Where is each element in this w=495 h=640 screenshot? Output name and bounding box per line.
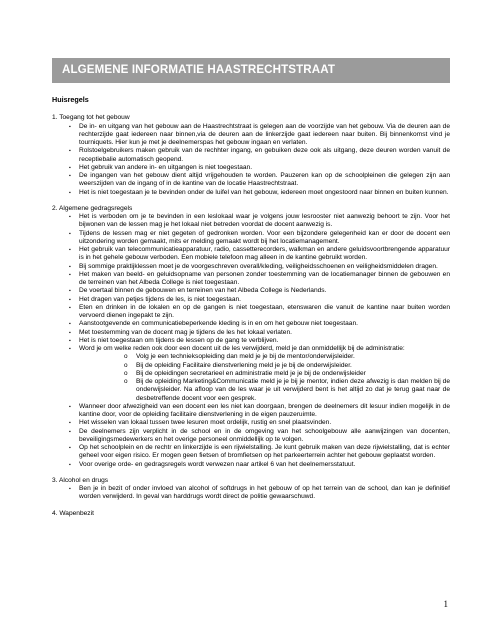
bullet-icon: ▪: [69, 247, 71, 253]
list-item-text: Met toestemming van de docent mag je tijdens de les het lokaal verlaten.: [79, 328, 292, 336]
bullet-icon: ▪: [69, 428, 71, 435]
list-item-text: De in- en uitgang van het gebouw aan de Haastrechtstraat is gelegen aan de voorzijde van het gebouw. Via de deuren aan de rechterzijde gaat iedereen naar binnen,via de deuren aan de linkerzijde gaat iedereen naar buiten. Bij binnenkomst vind je tourniquets. Hier kun je met je deelnemerspas het gebouw ingaan en verlaten.: [79, 122, 450, 146]
list-item: [52, 230, 450, 247]
circle-bullet-icon: o: [124, 353, 128, 361]
circle-bullet-icon: o: [124, 361, 128, 369]
list-item: [52, 428, 450, 445]
list-item: [52, 123, 450, 148]
sub-list-item: [79, 362, 450, 370]
sub-list-item: [79, 353, 450, 361]
list-item: [52, 485, 450, 502]
bullet-icon: ▪: [69, 173, 71, 179]
list-item: [52, 147, 450, 164]
list-item: [52, 271, 450, 288]
list-item-text: De deelnemers zijn verplicht in de school en in de omgeving van het schoolgebouw alle aanwijzingen van docenten, beveiligingsmedewerkers en het overige personeel onmiddellijk op te volgen.: [79, 427, 450, 443]
title-banner: [52, 58, 450, 83]
list-item-text: De voertaal binnen de gebouwen en terreinen van het Albeda College is Nederlands.: [79, 287, 327, 295]
list-item: [52, 419, 450, 427]
list-item-text: Rolstoelgebruikers maken gebruik van de rechhter ingang, en gebuiken deze ook als uitgang, deze deuren worden vanuit de receptiebalie automatisch geopend.: [79, 147, 450, 163]
bullet-icon: ▪: [69, 420, 71, 427]
list-item-text: De ingangen van het gebouw dient altijd vrijgehouden te worden. Pauzeren kan op de schoolpleinen die gelegen zijn aan weerszijden van de ingang of in de kantine van de locatie Haastrechtstraat.: [79, 172, 450, 188]
list-item: [52, 189, 450, 197]
bullet-icon: ▪: [69, 403, 71, 410]
list-item-text: Voor overige orde- en gedragsregels wordt verwezen naar artikel 6 van het deelnemersstatuut.: [79, 460, 356, 468]
bullet-icon: ▪: [69, 321, 71, 328]
list-item-text: Het dragen van petjes tijdens de les, is niet toegestaan.: [79, 295, 242, 303]
list-item: [52, 304, 450, 321]
list-item-text: Het is verboden om je te bevinden in een leslokaal waar je volgens jouw lesrooster niet aanwezig behoort te zijn. Voor het bijwonen van de lessen mag je het lokaal niet betreden voordat de docent aanwezig is.: [79, 213, 450, 229]
sub-list-item-text: Bij de opleiding Marketing&Communicatie meld je je bij je mentor, indien deze afwezig is dan melden bij de onderwijsleider. Na afloop van de les waar je uit verwijderd bent is het altijd zo dat je terug gaat naar de desbetreffende docent voor een gesprek.: [136, 378, 450, 402]
list-item-text: Wanneer door afwezigheid van een docent een les niet kan doorgaan, brengen de deelnemers dit lesuur indien mogelijk in de kantine door, voor de opleiding facilitaire dienstverlening in de eigen pauzeruimte.: [79, 402, 450, 418]
list-item: [52, 444, 450, 461]
circle-bullet-icon: o: [124, 369, 128, 377]
bullet-list: [52, 123, 450, 197]
list-item: [52, 320, 450, 328]
section: [52, 114, 450, 197]
list-item: [52, 172, 450, 189]
list-item-text: Aanstootgevende en communicatiebeperkende kleding is in en om het gebouw niet toegestaan.: [79, 320, 358, 328]
bullet-icon: ▪: [69, 288, 71, 295]
section-heading-huisregels: Huisregels: [52, 95, 89, 104]
sub-list-item-text: Volg je een technieksopleiding dan meld je je bij de mentor/onderwijsleider.: [136, 353, 355, 361]
bullet-icon: ▪: [69, 445, 71, 451]
bullet-list: [52, 485, 450, 502]
bullet-icon: ▪: [69, 337, 71, 344]
page-number: 1: [443, 599, 448, 609]
bullet-icon: ▪: [69, 214, 71, 220]
bullet-icon: ▪: [69, 123, 71, 130]
sections-container: [52, 114, 450, 518]
circle-bullet-icon: o: [124, 378, 128, 385]
list-item: [52, 213, 450, 230]
list-item-text: Eten en drinken in de lokalen en op de gangen is niet toegestaan, etenswaren die vanuit de kantine naar buiten worden vervoerd dienen ingepakt te zijn.: [79, 303, 450, 319]
bullet-icon: ▪: [69, 329, 71, 336]
bullet-icon: ▪: [69, 461, 71, 468]
list-item: [52, 287, 450, 295]
list-item: [52, 461, 450, 469]
section-title: 3. Alcohol en drugs: [52, 476, 109, 484]
list-item-text: Ben je in bezit of onder invloed van alcohol of softdrugs in het gebouw of op het terrein van de school, dan kan je definitief worden verwijderd. In geval van harddrugs wordt direct de politie gewaarschuwd.: [79, 485, 450, 501]
section-title: 4. Wapenbezit: [52, 509, 94, 517]
list-item: [52, 164, 450, 172]
section: [52, 205, 450, 469]
sub-list: [79, 353, 450, 403]
bullet-icon: ▪: [69, 296, 71, 303]
list-item: [52, 263, 450, 271]
bullet-icon: ▪: [69, 271, 71, 278]
bullet-icon: ▪: [69, 189, 71, 196]
section-title: 2. Algemene gedragsregels: [52, 204, 133, 212]
bullet-icon: ▪: [69, 164, 71, 171]
list-item-text: Het is niet toegestaan om tijdens de lessen op de gang te verblijven.: [79, 336, 279, 344]
bullet-icon: ▪: [69, 486, 71, 492]
section: [52, 510, 450, 518]
list-item: [52, 403, 450, 420]
bullet-icon: ▪: [69, 346, 71, 352]
sub-list-item: [79, 378, 450, 403]
list-item-text: Bij sommige praktijklessen moet je de voorgeschreven overall/kleding, veiligheidsschoenen en veiligheidsmiddelen dragen.: [79, 262, 438, 270]
list-item: [52, 329, 450, 337]
list-item-text: Het is niet toegestaan je te bevinden onder de luifel van het gebouw, iedereen moet ongestoord naar binnen en buiten kunnen.: [79, 188, 449, 196]
section-title: 1. Toegang tot het gebouw: [52, 114, 130, 122]
list-item: [52, 246, 450, 263]
bullet-icon: ▪: [69, 148, 71, 155]
sub-list-item-text: Bij de opleiding Facilitaire dienstverlening meld je je bij de onderwijsleider.: [136, 361, 352, 369]
list-item-text: Word je om welke reden ook door een docent uit de les verwijderd, meld je dan onmiddellijk bij de administratie:: [79, 345, 405, 352]
list-item-text: Het gebruik van telecommunicatieapparatuur, radio, cassetterecorders, walkman en andere geluidsvoortbrengende apparatuur is in het gehele gebouw verboden. Een mobiele telefoon mag alleen in de kantine gebruikt worden.: [79, 246, 450, 262]
document-body: [52, 90, 450, 526]
list-item: [52, 296, 450, 304]
section: [52, 477, 450, 502]
list-item-text: Het gebruik van andere in- en uitgangen is niet toegestaan.: [79, 163, 253, 171]
sub-list-item: [79, 370, 450, 378]
bullet-icon: ▪: [69, 304, 71, 311]
bullet-icon: ▪: [69, 263, 71, 270]
list-item-text: Tijdens de lessen mag er niet gegeten of gedronken worden. Voor een bijzondere gelegenheid kan er door de docent een uitzondering worden gemaakt, mits er melding gemaakt wordt bij het locatiemanagement.: [79, 229, 450, 245]
bullet-list: [52, 213, 450, 469]
list-item: [52, 337, 450, 345]
list-item-text: Het maken van beeld- en geluidsopname van personen zonder toestemming van de locatiemanager binnen de gebouwen en de terreinen van het Albeda College is niet toegestaan.: [79, 270, 450, 286]
list-item-text: Het wisselen van lokaal tussen twee lesuren moet ordelijk, rustig en snel plaatsvinden.: [79, 419, 332, 427]
list-item-text: Op het schoolplein en de rechtr en linkerzijde is een rijwielstalling. Je kunt gebruik maken van deze rijwielstalling, dat is echter geheel voor eigen risico. Er mogen geen fietsen of bromfietsen op het parkeerterrein achter het gebouw geplaatst worden.: [79, 444, 450, 460]
sub-list-item-text: Bij de opleidingen secretarieel en administratie meld je je bij de onderwijsleider: [136, 369, 366, 377]
bullet-icon: ▪: [69, 230, 71, 237]
document-title: ALGEMENE INFORMATIE HAASTRECHTSTRAAT: [62, 63, 336, 76]
list-item: [52, 345, 450, 403]
